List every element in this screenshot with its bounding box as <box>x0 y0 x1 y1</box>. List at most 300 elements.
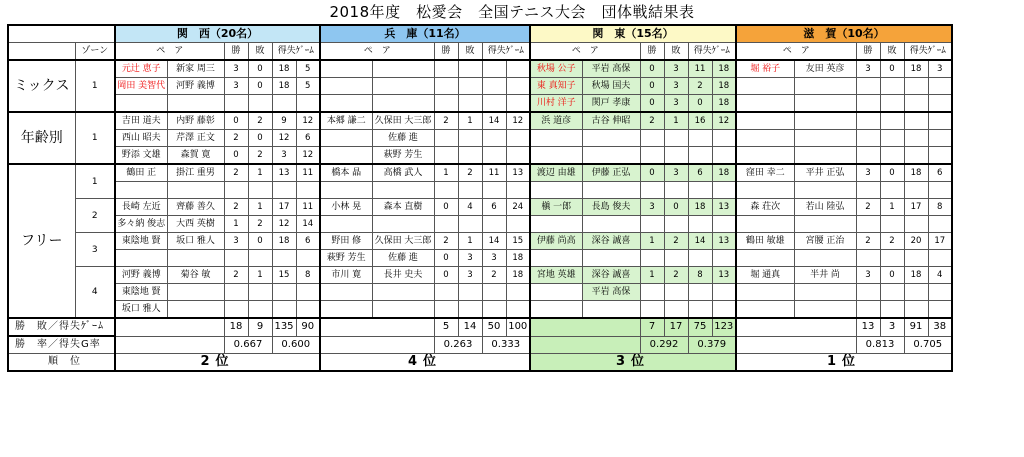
loss-count <box>458 130 482 147</box>
game-score <box>928 182 952 199</box>
win-count <box>856 78 880 95</box>
game-score <box>688 182 712 199</box>
win-header: 勝 <box>856 43 880 61</box>
game-score: 0 <box>688 95 712 113</box>
total-value: 18 <box>224 318 248 336</box>
game-score <box>928 112 952 130</box>
loss-count <box>248 182 272 199</box>
pair-header: ペ ア <box>736 43 856 61</box>
game-score <box>506 147 530 165</box>
game-score <box>688 216 712 233</box>
table-row <box>8 301 952 319</box>
win-count: 2 <box>434 112 458 130</box>
player-name <box>320 95 372 113</box>
loss-count: 4 <box>458 199 482 216</box>
win-count <box>224 284 248 301</box>
loss-header: 敗 <box>664 43 688 61</box>
win-count: 3 <box>856 164 880 182</box>
loss-count: 2 <box>248 112 272 130</box>
player-name: 鶴田 正 <box>115 164 167 182</box>
loss-count <box>880 250 904 267</box>
loss-count <box>458 78 482 95</box>
player-name: 長島 俊夫 <box>582 199 640 216</box>
game-score: 14 <box>688 233 712 250</box>
game-score: 18 <box>712 95 736 113</box>
game-score <box>482 147 506 165</box>
loss-count: 3 <box>458 267 482 284</box>
spacer <box>115 336 224 354</box>
total-value: 5 <box>434 318 458 336</box>
loss-count <box>880 147 904 165</box>
game-score: 3 <box>482 250 506 267</box>
loss-header: 敗 <box>458 43 482 61</box>
loss-count: 3 <box>664 95 688 113</box>
spacer <box>115 318 224 336</box>
win-count <box>434 78 458 95</box>
game-score: 5 <box>296 60 320 78</box>
player-name: 伊藤 尚高 <box>530 233 582 250</box>
loss-count: 3 <box>458 250 482 267</box>
loss-header: 敗 <box>248 43 272 61</box>
loss-count: 0 <box>248 233 272 250</box>
game-score: 18 <box>272 78 296 95</box>
player-name: 坂口 雅人 <box>115 301 167 319</box>
games-header: 得失ｹﾞｰﾑ <box>688 43 736 61</box>
loss-count: 2 <box>248 216 272 233</box>
player-name <box>582 250 640 267</box>
loss-count <box>880 130 904 147</box>
game-score <box>712 147 736 165</box>
game-score <box>482 95 506 113</box>
rank-sh: 1位 <box>736 354 952 372</box>
loss-count <box>458 216 482 233</box>
win-rate: 0.667 <box>224 336 272 354</box>
win-count: 0 <box>640 78 664 95</box>
game-score <box>506 182 530 199</box>
win-count <box>434 60 458 78</box>
player-name <box>320 301 372 319</box>
win-count <box>224 301 248 319</box>
player-name <box>794 130 856 147</box>
loss-count <box>880 216 904 233</box>
game-score: 16 <box>688 112 712 130</box>
game-score: 6 <box>296 233 320 250</box>
win-count <box>224 250 248 267</box>
loss-count <box>458 182 482 199</box>
game-score: 13 <box>712 199 736 216</box>
wl-row-label: 勝 敗／得失ｹﾞｰﾑ <box>8 318 115 336</box>
win-count: 2 <box>640 112 664 130</box>
player-name <box>372 216 434 233</box>
region-header-kanto: 関 東（15名） <box>530 25 736 43</box>
loss-count: 2 <box>664 233 688 250</box>
loss-count: 1 <box>248 164 272 182</box>
win-count: 2 <box>224 267 248 284</box>
win-count: 3 <box>224 233 248 250</box>
win-rate: 0.813 <box>856 336 904 354</box>
game-score <box>712 216 736 233</box>
game-score <box>928 147 952 165</box>
game-score <box>904 301 928 319</box>
player-name: 西山 昭夫 <box>115 130 167 147</box>
game-score <box>506 284 530 301</box>
game-score <box>296 182 320 199</box>
table-row <box>8 78 952 95</box>
player-name <box>794 95 856 113</box>
region-header-kansai: 関 西（20名） <box>115 25 320 43</box>
win-count <box>640 182 664 199</box>
loss-count: 0 <box>664 199 688 216</box>
win-count <box>434 301 458 319</box>
total-value: 100 <box>506 318 530 336</box>
game-score: 12 <box>272 216 296 233</box>
win-count <box>434 130 458 147</box>
player-name <box>736 95 794 113</box>
win-count: 0 <box>434 267 458 284</box>
spacer <box>530 318 640 336</box>
loss-count <box>458 301 482 319</box>
player-name: 河野 義博 <box>167 78 224 95</box>
game-score <box>928 301 952 319</box>
game-score <box>272 95 296 113</box>
game-score <box>904 95 928 113</box>
win-count: 0 <box>434 199 458 216</box>
player-name: 浜 道彦 <box>530 112 582 130</box>
rate-row <box>8 336 952 354</box>
total-value: 3 <box>880 318 904 336</box>
player-name <box>530 216 582 233</box>
player-name <box>794 284 856 301</box>
loss-count <box>248 95 272 113</box>
game-score <box>272 250 296 267</box>
player-name <box>736 250 794 267</box>
player-name <box>736 147 794 165</box>
win-count <box>856 147 880 165</box>
loss-count: 0 <box>248 78 272 95</box>
player-name: 川村 洋子 <box>530 95 582 113</box>
game-score <box>928 78 952 95</box>
table-row <box>8 199 952 216</box>
pair-header: ペ ア <box>530 43 640 61</box>
game-score: 8 <box>928 199 952 216</box>
player-name <box>320 284 372 301</box>
win-count <box>856 216 880 233</box>
win-count <box>434 284 458 301</box>
total-value: 75 <box>688 318 712 336</box>
game-score <box>904 284 928 301</box>
category-age: 年齢別 <box>8 112 75 164</box>
game-score: 9 <box>272 112 296 130</box>
player-name: 菊谷 敏 <box>167 267 224 284</box>
loss-count <box>664 147 688 165</box>
player-name <box>736 182 794 199</box>
total-value: 123 <box>712 318 736 336</box>
win-count <box>434 147 458 165</box>
player-name <box>372 301 434 319</box>
table-row <box>8 147 952 165</box>
player-name: 橋本 晶 <box>320 164 372 182</box>
loss-count <box>664 182 688 199</box>
win-count <box>640 147 664 165</box>
win-count <box>224 182 248 199</box>
loss-count <box>248 250 272 267</box>
win-count <box>856 284 880 301</box>
game-score: 17 <box>904 199 928 216</box>
player-name <box>530 130 582 147</box>
game-score <box>506 130 530 147</box>
win-rate: 0.292 <box>640 336 688 354</box>
game-score: 8 <box>296 267 320 284</box>
game-score: 5 <box>296 78 320 95</box>
game-score: 12 <box>506 112 530 130</box>
zone-cell: 4 <box>75 267 115 319</box>
game-score <box>904 78 928 95</box>
game-score: 6 <box>688 164 712 182</box>
game-score: 11 <box>296 199 320 216</box>
player-name <box>530 147 582 165</box>
game-score: 18 <box>712 60 736 78</box>
player-name <box>372 78 434 95</box>
category-free: フリー <box>8 164 75 318</box>
game-score: 15 <box>272 267 296 284</box>
loss-count <box>458 60 482 78</box>
player-name <box>320 216 372 233</box>
win-count: 2 <box>434 233 458 250</box>
game-score <box>272 301 296 319</box>
win-count: 2 <box>856 233 880 250</box>
spacer <box>736 318 856 336</box>
game-score <box>928 250 952 267</box>
loss-count <box>664 301 688 319</box>
player-name: 深谷 誠喜 <box>582 267 640 284</box>
game-score: 13 <box>712 267 736 284</box>
total-value: 9 <box>248 318 272 336</box>
win-rate: 0.263 <box>434 336 482 354</box>
game-score: 12 <box>296 112 320 130</box>
game-score: 18 <box>904 267 928 284</box>
games-header: 得失ｹﾞｰﾑ <box>272 43 320 61</box>
game-score: 17 <box>928 233 952 250</box>
game-score <box>904 112 928 130</box>
player-name: 野添 文雄 <box>115 147 167 165</box>
player-name: 坂口 雅人 <box>167 233 224 250</box>
player-name: 宮腰 正治 <box>794 233 856 250</box>
wl-row <box>8 318 952 336</box>
player-name: 森本 直樹 <box>372 199 434 216</box>
player-name: 本郷 謙二 <box>320 112 372 130</box>
game-score <box>688 284 712 301</box>
player-name <box>736 301 794 319</box>
game-score: 18 <box>904 164 928 182</box>
loss-count: 0 <box>248 130 272 147</box>
game-score <box>904 250 928 267</box>
player-name <box>794 182 856 199</box>
loss-count <box>880 95 904 113</box>
win-count: 0 <box>640 60 664 78</box>
player-name: 元辻 恵子 <box>115 60 167 78</box>
win-count <box>856 301 880 319</box>
player-name <box>115 182 167 199</box>
player-name: 萩野 芳生 <box>372 147 434 165</box>
win-count: 3 <box>224 78 248 95</box>
table-row <box>8 233 952 250</box>
game-score: 4 <box>928 267 952 284</box>
game-score: 20 <box>904 233 928 250</box>
player-name: 秋場 公子 <box>530 60 582 78</box>
player-name: 芹澤 正文 <box>167 130 224 147</box>
player-name: 長井 史夫 <box>372 267 434 284</box>
win-count <box>434 216 458 233</box>
game-score <box>482 182 506 199</box>
loss-count: 0 <box>880 164 904 182</box>
subheader-row <box>8 43 952 61</box>
rank-row-label: 順 位 <box>8 354 115 372</box>
game-rate: 0.379 <box>688 336 736 354</box>
table-row <box>8 182 952 199</box>
player-name <box>320 130 372 147</box>
player-name <box>320 60 372 78</box>
player-name <box>115 250 167 267</box>
game-score <box>482 60 506 78</box>
player-name: 東陰地 賢 <box>115 284 167 301</box>
player-name: 長崎 左近 <box>115 199 167 216</box>
game-score: 18 <box>506 250 530 267</box>
zone-cell: 1 <box>75 60 115 112</box>
win-count <box>640 130 664 147</box>
win-count: 1 <box>640 233 664 250</box>
player-name: 堀 裕子 <box>736 60 794 78</box>
total-value: 90 <box>296 318 320 336</box>
loss-count <box>664 284 688 301</box>
game-score <box>712 284 736 301</box>
player-name: 平井 正弘 <box>794 164 856 182</box>
player-name: 小林 晃 <box>320 199 372 216</box>
game-score: 18 <box>506 267 530 284</box>
player-name: 若山 陸弘 <box>794 199 856 216</box>
game-score <box>904 216 928 233</box>
player-name <box>736 112 794 130</box>
header-row <box>8 25 952 43</box>
rank-kt: 3位 <box>530 354 736 372</box>
spacer <box>320 336 434 354</box>
total-value: 38 <box>928 318 952 336</box>
win-count <box>434 95 458 113</box>
player-name: 大西 英樹 <box>167 216 224 233</box>
game-score <box>904 130 928 147</box>
table-row <box>8 267 952 284</box>
game-score <box>296 250 320 267</box>
game-score <box>482 130 506 147</box>
loss-count: 2 <box>458 164 482 182</box>
player-name <box>372 182 434 199</box>
game-score <box>296 95 320 113</box>
loss-count <box>880 112 904 130</box>
player-name <box>794 112 856 130</box>
table-row <box>8 130 952 147</box>
loss-header: 敗 <box>880 43 904 61</box>
game-score: 14 <box>296 216 320 233</box>
win-count: 1 <box>434 164 458 182</box>
game-score <box>506 301 530 319</box>
loss-count: 1 <box>458 233 482 250</box>
loss-count <box>458 95 482 113</box>
game-score <box>712 250 736 267</box>
player-name <box>794 78 856 95</box>
game-score: 13 <box>506 164 530 182</box>
game-score <box>928 130 952 147</box>
game-score: 8 <box>688 267 712 284</box>
loss-count: 2 <box>248 147 272 165</box>
rank-row <box>8 354 952 372</box>
player-name: 齊藤 善久 <box>167 199 224 216</box>
game-score <box>272 182 296 199</box>
loss-count <box>880 78 904 95</box>
loss-count <box>664 216 688 233</box>
win-header: 勝 <box>640 43 664 61</box>
game-score: 18 <box>272 60 296 78</box>
win-count <box>856 182 880 199</box>
player-name: 佐藤 進 <box>372 250 434 267</box>
table-row <box>8 164 952 182</box>
game-score: 12 <box>712 112 736 130</box>
player-name: 秋場 国夫 <box>582 78 640 95</box>
total-value: 50 <box>482 318 506 336</box>
game-score: 13 <box>712 233 736 250</box>
win-count <box>640 250 664 267</box>
win-count <box>434 182 458 199</box>
win-count <box>224 95 248 113</box>
player-name: 萩野 芳生 <box>320 250 372 267</box>
rate-row-label: 勝 率／得失G率 <box>8 336 115 354</box>
player-name <box>794 301 856 319</box>
player-name <box>320 182 372 199</box>
player-name: 堀 通真 <box>736 267 794 284</box>
player-name: 新家 周三 <box>167 60 224 78</box>
table-row <box>8 284 952 301</box>
player-name: 内野 藤彰 <box>167 112 224 130</box>
player-name: 関戸 孝康 <box>582 95 640 113</box>
loss-count: 1 <box>664 112 688 130</box>
results-table <box>7 24 953 372</box>
loss-count <box>458 284 482 301</box>
game-score: 18 <box>712 78 736 95</box>
game-score: 14 <box>482 112 506 130</box>
pair-header: ペ ア <box>320 43 434 61</box>
player-name <box>530 301 582 319</box>
game-score <box>506 78 530 95</box>
loss-count: 1 <box>248 267 272 284</box>
win-count <box>856 112 880 130</box>
win-count: 3 <box>856 60 880 78</box>
win-count: 2 <box>224 164 248 182</box>
player-name: 久保田 大三郎 <box>372 233 434 250</box>
loss-count: 0 <box>880 60 904 78</box>
loss-count <box>248 284 272 301</box>
player-name <box>530 182 582 199</box>
loss-count <box>880 284 904 301</box>
game-score: 14 <box>482 233 506 250</box>
player-name <box>736 130 794 147</box>
game-score <box>688 130 712 147</box>
total-value: 7 <box>640 318 664 336</box>
game-rate: 0.705 <box>904 336 952 354</box>
player-name <box>372 95 434 113</box>
game-score: 3 <box>928 60 952 78</box>
game-score: 2 <box>482 267 506 284</box>
player-name: 平岩 高保 <box>582 60 640 78</box>
game-score: 18 <box>712 164 736 182</box>
zone-cell: 2 <box>75 199 115 233</box>
